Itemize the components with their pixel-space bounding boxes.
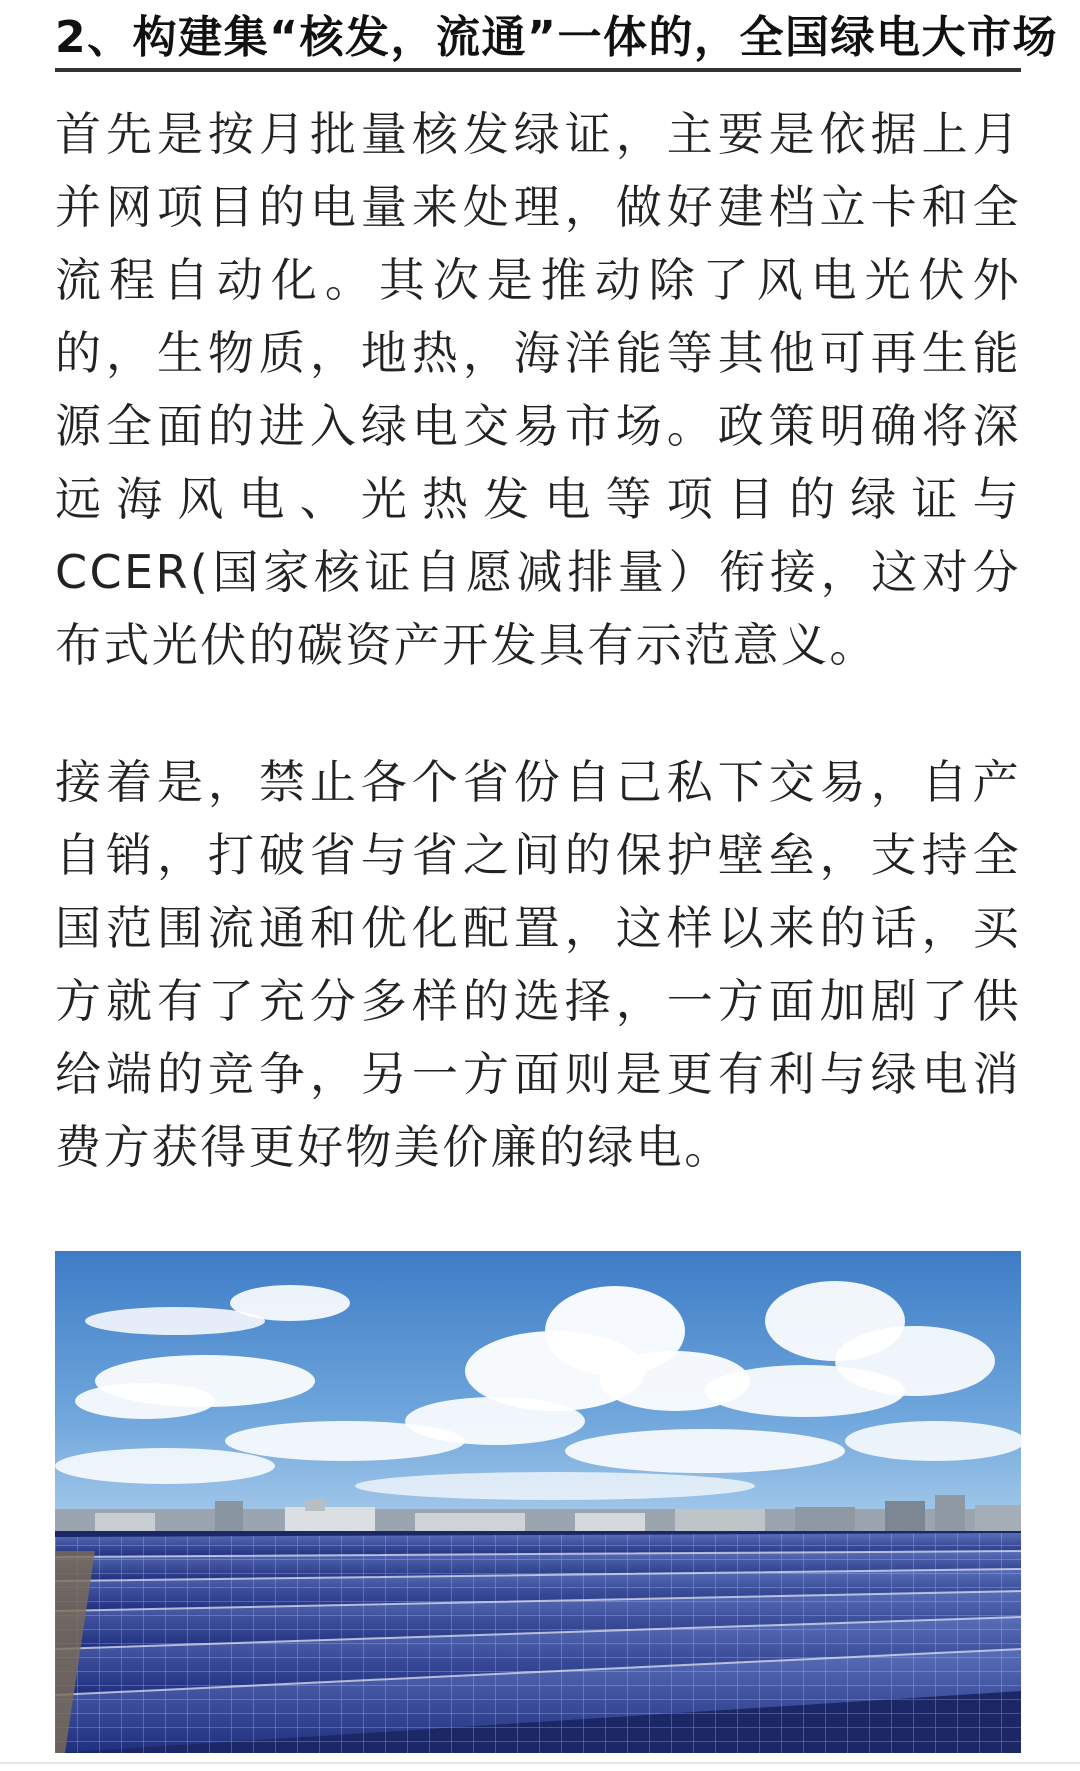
- paragraph-cross-province-trading: 接着是，禁止各个省份自己私下交易，自产自销，打破省与省之间的保护壁垒，支持全国范围流通和优化配置，这样以来的话，买方就有了充分多样的选择，一方面加剧了供给端的竞争，另一方面则是更有利与绿电消费方获得更好物美价廉的绿电。: [55, 755, 1021, 1174]
- paragraph-green-certificates: 首先是按月批量核发绿证，主要是依据上月并网项目的电量来处理，做好建档立卡和全流程自动化。其次是推动除了风电光伏外的，生物质，地热，海洋能等其他可再生能源全面的进入绿电交易市场。政策明确将深远海风电、光热发电等项目的绿证与CCER(国家核证自愿减排量）衔接，这对分布式光伏的碳资产开发具有示范意义。: [55, 107, 1021, 672]
- solar-panels-photo: [55, 1251, 1021, 1753]
- panel-rows: [55, 1533, 1021, 1753]
- article-body: [55, 0, 1058, 1184]
- bottom-divider: [0, 1762, 1080, 1764]
- section-heading: 2、构建集“核发，流通”一体的，全国绿电大市场: [55, 0, 1021, 72]
